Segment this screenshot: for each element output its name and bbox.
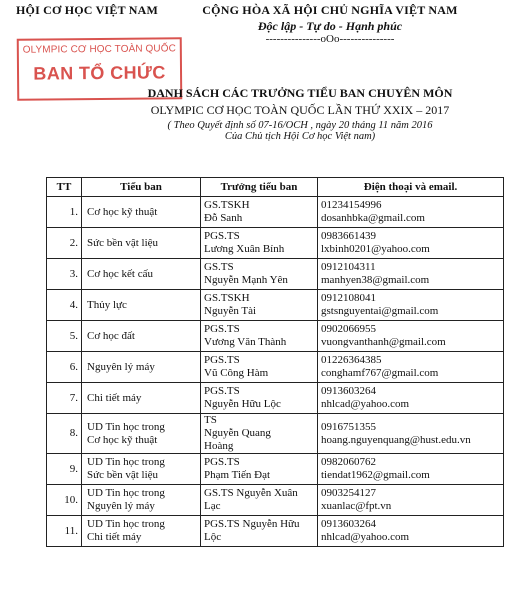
- table-header-row: [47, 178, 504, 197]
- subcommittee-cell: [82, 290, 201, 321]
- contact-cell: [318, 321, 504, 352]
- head-cell-line: Nguyễn Hữu Lộc: [204, 398, 281, 410]
- head-cell-line: PGS.TS: [204, 385, 240, 397]
- contact-cell-line: tiendat1962@gmail.com: [321, 469, 430, 481]
- table-row: [47, 290, 504, 321]
- head-cell-line: PGS.TS: [204, 354, 240, 366]
- row-number: 3.: [47, 259, 82, 290]
- row-number: 1.: [47, 197, 82, 228]
- column-header-tt: TT: [47, 178, 82, 197]
- head-cell-line: GS.TSKH: [204, 292, 250, 304]
- head-cell-line: Nguyễn Quang: [204, 427, 271, 439]
- title-line-1: DANH SÁCH CÁC TRƯỞNG TIỂU BAN CHUYÊN MÔN: [147, 86, 453, 100]
- head-cell-line: GS.TS Nguyễn Xuân: [204, 487, 298, 499]
- contact-cell: [318, 414, 504, 454]
- table-row: [47, 352, 504, 383]
- head-cell: [201, 290, 318, 321]
- contact-cell: [318, 485, 504, 516]
- header-divider: ---------------oOo---------------: [265, 33, 395, 45]
- head-cell: [201, 259, 318, 290]
- head-cell: [201, 197, 318, 228]
- head-cell: [201, 383, 318, 414]
- head-cell-line: Phạm Tiến Đạt: [204, 469, 271, 481]
- national-motto: Độc lập - Tự do - Hạnh phúc: [257, 19, 403, 33]
- contact-cell: [318, 259, 504, 290]
- table-row: [47, 485, 504, 516]
- subcommittee-cell-line: Thủy lực: [87, 298, 127, 311]
- subcommittee-cell-line: Chi tiết máy: [87, 531, 142, 543]
- contact-cell: [318, 290, 504, 321]
- row-number: 10.: [47, 485, 82, 516]
- contact-cell-line: 01234154996: [321, 199, 382, 211]
- contact-cell-line: 0982060762: [321, 456, 376, 468]
- row-number: 9.: [47, 454, 82, 485]
- contact-cell-line: lxbinh0201@yahoo.com: [321, 243, 430, 255]
- row-number: 2.: [47, 228, 82, 259]
- row-number: 6.: [47, 352, 82, 383]
- nation-name: CỘNG HÒA XÃ HỘI CHỦ NGHĨA VIỆT NAM: [202, 3, 458, 17]
- table-row: [47, 197, 504, 228]
- subcommittee-cell: [82, 228, 201, 259]
- head-cell: [201, 352, 318, 383]
- decision-issuer: Của Chủ tịch Hội Cơ học Việt nam): [224, 131, 376, 142]
- contact-cell-line: nhlcad@yahoo.com: [321, 531, 410, 543]
- row-number: 4.: [47, 290, 82, 321]
- contact-cell: [318, 516, 504, 547]
- subcommittee-cell-line: Sức bền vật liệu: [87, 469, 159, 481]
- contact-cell-line: dosanhbka@gmail.com: [321, 212, 425, 224]
- contact-cell-line: 0913603264: [321, 518, 376, 530]
- contact-cell-line: 0903254127: [321, 487, 376, 499]
- table-row: [47, 321, 504, 352]
- table-row: [47, 414, 504, 454]
- subcommittee-cell: [82, 197, 201, 228]
- table-row: [47, 383, 504, 414]
- subcommittee-cell-line: UD Tin học trong: [87, 487, 165, 499]
- document-title: [100, 86, 500, 142]
- contact-cell: [318, 383, 504, 414]
- contact-cell: [318, 454, 504, 485]
- head-cell: [201, 321, 318, 352]
- national-header: [190, 3, 470, 45]
- contact-cell-line: 0912104311: [321, 261, 376, 273]
- table-row: [47, 454, 504, 485]
- subcommittee-cell: [82, 516, 201, 547]
- title-line-2: OLYMPIC CƠ HỌC TOÀN QUỐC LẦN THỨ XXIX – 2017: [150, 103, 450, 117]
- subcommittee-cell-line: Chi tiết máy: [87, 391, 142, 404]
- contact-cell-line: 0912108041: [321, 292, 376, 304]
- head-cell-line: PGS.TS: [204, 323, 240, 335]
- head-cell: [201, 516, 318, 547]
- contact-cell-line: xuanlac@fpt.vn: [321, 500, 392, 512]
- stamp-line-2: BAN TỔ CHỨC: [33, 62, 166, 84]
- head-cell-line: PGS.TS Nguyễn Hữu: [204, 518, 300, 530]
- subcommittee-cell-line: Cơ học kết cấu: [87, 267, 153, 280]
- subcommittee-cell-line: UD Tin học trong: [87, 420, 165, 433]
- decision-reference: ( Theo Quyết định số 07-16/OCH , ngày 20 tháng 11 năm 2016: [167, 120, 433, 131]
- head-cell-line: GS.TS: [204, 261, 234, 273]
- row-number: 5.: [47, 321, 82, 352]
- head-cell-line: Nguyễn Mạnh Yên: [204, 274, 288, 286]
- subcommittee-cell-line: UD Tin học trong: [87, 456, 165, 468]
- table-row: [47, 228, 504, 259]
- head-cell: [201, 485, 318, 516]
- contact-cell-line: 0983661439: [321, 230, 376, 242]
- contact-cell: [318, 352, 504, 383]
- contact-cell-line: conghamf767@gmail.com: [321, 367, 439, 379]
- subcommittee-cell-line: Sức bền vật liệu: [87, 236, 159, 249]
- subcommittee-cell: [82, 321, 201, 352]
- head-cell: [201, 228, 318, 259]
- subcommittee-cell-line: UD Tin học trong: [87, 518, 165, 530]
- head-cell-line: Vũ Công Hàm: [204, 367, 269, 379]
- head-cell: [201, 454, 318, 485]
- head-cell-line: PGS.TS: [204, 230, 240, 242]
- subcommittee-cell: [82, 259, 201, 290]
- contact-cell: [318, 197, 504, 228]
- contact-cell: [318, 228, 504, 259]
- head-cell-line: Lạc: [204, 500, 221, 512]
- contact-cell-line: 0913603264: [321, 385, 376, 397]
- contact-cell-line: vuongvanthanh@gmail.com: [321, 336, 446, 348]
- column-header-subcommittee: Tiểu ban: [82, 178, 201, 197]
- contact-cell-line: gstsnguyentai@gmail.com: [321, 305, 439, 317]
- contact-cell-line: 0916751355: [321, 420, 376, 433]
- contact-cell-line: hoang.nguyenquang@hust.edu.vn: [321, 433, 471, 446]
- subcommittee-cell-line: Nguyên lý máy: [87, 360, 155, 373]
- subcommittee-cell: [82, 485, 201, 516]
- subcommittee-cell: [82, 383, 201, 414]
- head-cell-line: Lương Xuân Bính: [204, 243, 285, 255]
- subcommittee-cell-line: Cơ học đất: [87, 329, 135, 342]
- contact-cell-line: nhlcad@yahoo.com: [321, 398, 410, 410]
- row-number: 11.: [47, 516, 82, 547]
- row-number: 8.: [47, 414, 82, 454]
- head-cell-line: Hoàng: [204, 440, 234, 452]
- committee-table: [46, 177, 504, 547]
- head-cell-line: Lộc: [204, 531, 222, 543]
- subcommittee-cell-line: Cơ học kỹ thuật: [87, 205, 158, 218]
- table-row: [47, 516, 504, 547]
- head-cell-line: Nguyễn Tài: [204, 305, 257, 317]
- subcommittee-cell: [82, 454, 201, 485]
- row-number: 7.: [47, 383, 82, 414]
- subcommittee-cell: [82, 352, 201, 383]
- head-cell-line: Vương Văn Thành: [204, 336, 287, 348]
- organization-name: HỘI CƠ HỌC VIỆT NAM: [16, 3, 159, 17]
- head-cell-line: GS.TSKH: [204, 199, 250, 211]
- contact-cell-line: manhyen38@gmail.com: [321, 274, 430, 286]
- column-header-contact: Điện thoại và email.: [318, 178, 504, 197]
- subcommittee-cell: [82, 414, 201, 454]
- stamp-line-1: OLYMPIC CƠ HỌC TOÀN QUỐC: [22, 43, 176, 56]
- subcommittee-cell-line: Nguyên lý máy: [87, 500, 155, 512]
- contact-cell-line: 0902066955: [321, 323, 376, 335]
- contact-cell-line: 01226364385: [321, 354, 382, 366]
- head-cell: [201, 414, 318, 454]
- head-cell-line: Đỗ Sanh: [204, 212, 243, 224]
- column-header-head: Trưởng tiểu ban: [201, 178, 318, 197]
- head-cell-line: PGS.TS: [204, 456, 240, 468]
- subcommittee-cell-line: Cơ học kỹ thuật: [87, 433, 158, 446]
- head-cell-line: TS: [204, 414, 217, 426]
- table-row: [47, 259, 504, 290]
